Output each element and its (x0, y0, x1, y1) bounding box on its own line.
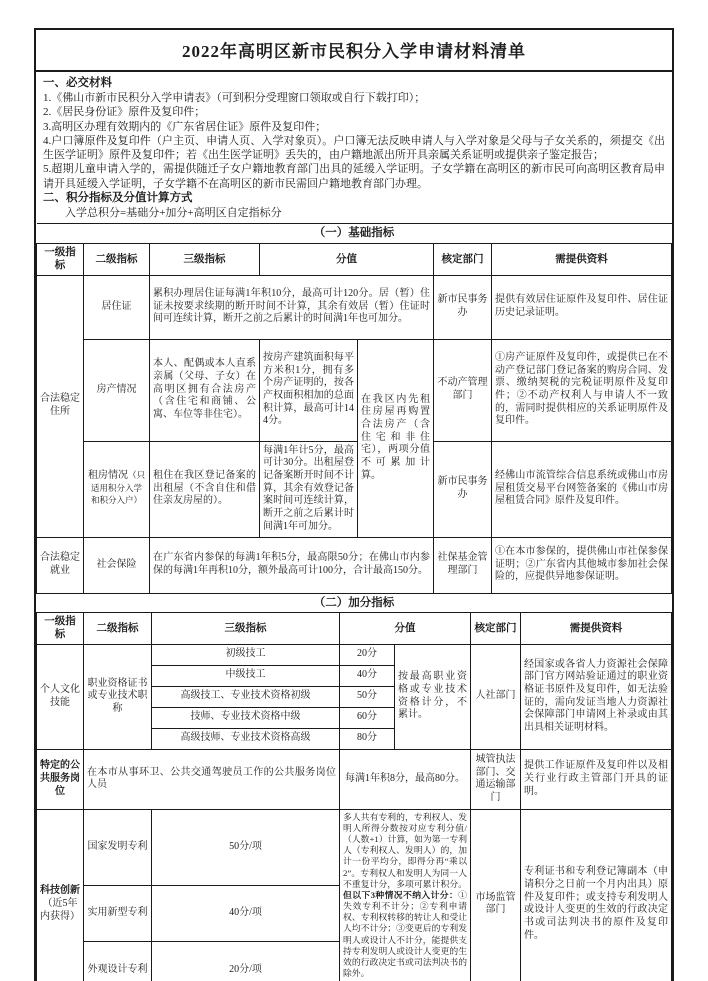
cell-stable-employment-label: 合法稳定就业 (37, 537, 84, 593)
required-item-5: 5.超期儿童申请入学的，需提供随迁子女户籍地教育部门出具的延缓入学证明。子女学籍在高明区的新市民可向高明区教育局申请开具延缓入学证明，子女学籍不在高明区的新市民需回户籍地教育部门办理。 (43, 163, 665, 190)
basic-indicators-banner: （一）基础指标 (37, 224, 672, 244)
cell-public-service-indicator: 在本市从事环卫、公共交通驾驶员工作的公共服务岗位人员 (84, 749, 340, 809)
colhdr-level1: 一级指标 (37, 613, 84, 645)
cell-residence-permit-label: 居住证 (84, 275, 150, 339)
cell-patent-type-3: 外观设计专利 (84, 941, 152, 981)
cell-skill-score-2: 40分 (340, 665, 395, 686)
patent-note-exclusions: ①失效专利不计分；②专利申请权、专利权转移的转让人和受让人均不计分；③变更后的专利发明人或设计人不计分，能提供支持专利发明人或设计人变更的生效的行政决定书或司法判决书的除外。 (343, 889, 467, 979)
cell-housing-combined-note: 在我区内先租住房屋再购置合法房产（含住宅和非住宅），两项分值不可累加计算。 (358, 339, 434, 537)
cell-residence-permit-dept: 新市民事务办 (434, 275, 492, 339)
table-row (37, 339, 672, 441)
cell-social-insurance-dept: 社保基金管理部门 (434, 537, 492, 593)
cell-patent-type-1: 国家发明专利 (84, 809, 152, 885)
cell-residence-permit-rule: 累积办理居住证每满1年积10分，最高可计120分。居（暂）住证未按要求续期的断开时间不计算，其余有效居（暂）住证时间可连续计算，断开之前之后累计的时间满1年也可加分。 (150, 275, 434, 339)
cell-public-service-materials: 提供工作证原件及复印件以及相关行业行政主管部门开具的证明。 (521, 749, 672, 809)
cell-property-indicator: 本人、配偶或本人直系亲属（父母、子女）在高明区拥有合法房产（含住宅和商铺、公寓、车位等非住宅）。 (150, 339, 260, 441)
document-frame (34, 28, 674, 981)
patent-note-exclusions-heading: 但以下3种情况不纳入计分： (343, 889, 459, 900)
cell-patent-note (340, 809, 471, 981)
colhdr-level2: 二级指标 (84, 613, 152, 645)
cell-skill-score-5: 80分 (340, 728, 395, 749)
tech-innovation-label-bold: 科技创新 (40, 885, 80, 897)
required-item-2: 2.《居民身份证》原件及复印件； (43, 106, 206, 119)
cell-social-insurance-materials: ①在本市参保的，提供佛山市社保参保证明；②广东省内其他城市参加社会保险的，应提供异地参保证明。 (492, 537, 672, 593)
basic-indicators-table (36, 223, 672, 593)
cell-property-label: 房产情况 (84, 339, 150, 441)
cell-patent-materials: 专利证书和专利登记簿副本（申请积分之日前一个月内出具）原件及复印件；或支持专利发明人或设计人变更的生效的行政决定书或司法判决书的原件及复印件。 (521, 809, 672, 981)
cell-skill-level-5: 高级技师、专业技术资格高级 (152, 728, 340, 749)
rental-label-subtext: （只适用积分入学和积分入户） (90, 469, 145, 506)
tech-innovation-label-rest: （近5年内获得） (40, 897, 80, 922)
cell-property-score: 按房产建筑面积每平方米积1分，拥有多个房产证明的，按各产权面积相加的总面积计算，最高可计144分。 (260, 339, 358, 441)
cell-skill-level-3: 高级技工、专业技术资格初级 (152, 686, 340, 707)
bonus-indicators-banner: （二）加分指标 (37, 593, 672, 613)
cell-patent-score-1: 50分/项 (152, 809, 340, 885)
cell-skill-level-1: 初级技工 (152, 644, 340, 665)
section-required-materials (43, 76, 665, 191)
cell-skill-level-2: 中级技工 (152, 665, 340, 686)
cell-rental-indicator: 租住在我区登记备案的出租屋（不含自住和借住亲友房屋的）。 (150, 441, 260, 537)
cell-skill-note: 按最高职业资格或专业技术资格计分，不累计。 (395, 644, 471, 749)
cell-public-service-label: 特定的公共服务岗位 (37, 749, 84, 809)
cell-property-materials: ①房产证原件及复印件，或提供已在不动产登记部门登记备案的购房合同、发票、缴纳契税的完税证明原件及复印件；②不动产权利人与申请人不一致的，需同时提供相应的关系证明原件及复印件。 (492, 339, 672, 441)
cell-patent-type-2: 实用新型专利 (84, 885, 152, 941)
cell-skill-dept: 人社部门 (471, 644, 521, 749)
cell-tech-innovation-label (37, 809, 84, 981)
page-title: 2022年高明区新市民积分入学申请材料清单 (36, 30, 672, 72)
cell-stable-residence-label: 合法稳定住所 (37, 275, 84, 537)
rental-label-text: 租房情况 (87, 469, 128, 481)
table-row (37, 441, 672, 537)
colhdr-level3: 三级指标 (152, 613, 340, 645)
cell-social-insurance-label: 社会保险 (84, 537, 150, 593)
colhdr-materials: 需提供资料 (492, 243, 672, 275)
colhdr-score: 分值 (260, 243, 434, 275)
cell-social-insurance-rule: 在广东省内参保的每满1年积5分，最高限50分；在佛山市内参保的每满1年再积10分，额外最高可计100分，合计最高150分。 (150, 537, 434, 593)
table-row (37, 644, 672, 665)
cell-personal-skill-label: 个人文化技能 (37, 644, 84, 749)
cell-rental-materials: 经佛山市流管综合信息系统或佛山市房屋租赁交易平台网签备案的《佛山市房屋租赁合同》原件及复印件。 (492, 441, 672, 537)
cell-skill-score-3: 50分 (340, 686, 395, 707)
cell-rental-dept: 新市民事务办 (434, 441, 492, 537)
cell-rental-score: 每满1年计5分，最高可计30分。出租屋登记备案断开时间不计算，其余有效登记备案时间可连续计算，断开之前之后累计时间满1年可加分。 (260, 441, 358, 537)
cell-public-service-score: 每满1年积8分，最高80分。 (340, 749, 471, 809)
colhdr-level3: 三级指标 (150, 243, 260, 275)
colhdr-level2: 二级指标 (84, 243, 150, 275)
cell-public-service-dept: 城管执法部门、交通运输部门 (471, 749, 521, 809)
cell-skill-score-1: 20分 (340, 644, 395, 665)
cell-rental-label (84, 441, 150, 537)
required-item-3: 3.高明区办理有效期内的《广东省居住证》原件及复印件； (43, 120, 327, 133)
cell-residence-permit-materials: 提供有效居住证原件及复印件、居住证历史记录证明。 (492, 275, 672, 339)
required-item-1: 1.《佛山市新市民积分入学申请表》（可到积分受理窗口领取或自行下载打印）； (43, 91, 426, 104)
table-row (37, 537, 672, 593)
bonus-indicators-table (36, 593, 672, 981)
colhdr-materials: 需提供资料 (521, 613, 672, 645)
colhdr-level1: 一级指标 (37, 243, 84, 275)
cell-patent-score-2: 40分/项 (152, 885, 340, 941)
colhdr-score: 分值 (340, 613, 471, 645)
cell-skill-materials: 经国家或各省人力资源社会保障部门官方网站验证通过的职业资格证书原件及复印件，如无法验证的，需向发证当地人力资源社会保障部门申请网上补录或由其出具相关证明材料。 (521, 644, 672, 749)
table-row (37, 275, 672, 339)
cell-patent-dept: 市场监管部门 (471, 809, 521, 981)
colhdr-dept: 核定部门 (471, 613, 521, 645)
cell-skill-score-4: 60分 (340, 707, 395, 728)
scoring-formula: 入学总积分=基础分+加分+高明区自定指标分 (65, 206, 282, 219)
cell-property-dept: 不动产管理部门 (434, 339, 492, 441)
section-scoring-method (43, 191, 665, 220)
table-row (37, 809, 672, 885)
scoring-method-heading: 二、积分指标及分值计算方式 (43, 192, 193, 205)
required-materials-heading: 一、必交材料 (43, 77, 112, 89)
colhdr-dept: 核定部门 (434, 243, 492, 275)
cell-qualification-label: 职业资格证书或专业技术职称 (84, 644, 152, 749)
table-row (37, 749, 672, 809)
patent-note-main: 多人共有专利的，专利权人、发明人所得分数按对应专利分值/（人数+1）计算，如为第一专利人（专利权人、发明人）的，加计一份平均分，即得分再“乘以2”。专利权人和发明人为同一人不重复计分，多项可累计积分。 (343, 811, 467, 889)
intro-sections (36, 72, 672, 223)
required-item-4: 4.户口簿原件及复印件（户主页、申请人页、入学对象页）。户口簿无法反映申请人与入学对象是父母与子女关系的，须提交《出生医学证明》原件及复印件；若《出生医学证明》丢失的，由户籍地派出所开具亲属关系证明或提供亲子鉴定报告； (43, 134, 665, 162)
cell-skill-level-4: 技师、专业技术资格中级 (152, 707, 340, 728)
cell-patent-score-3: 20分/项 (152, 941, 340, 981)
